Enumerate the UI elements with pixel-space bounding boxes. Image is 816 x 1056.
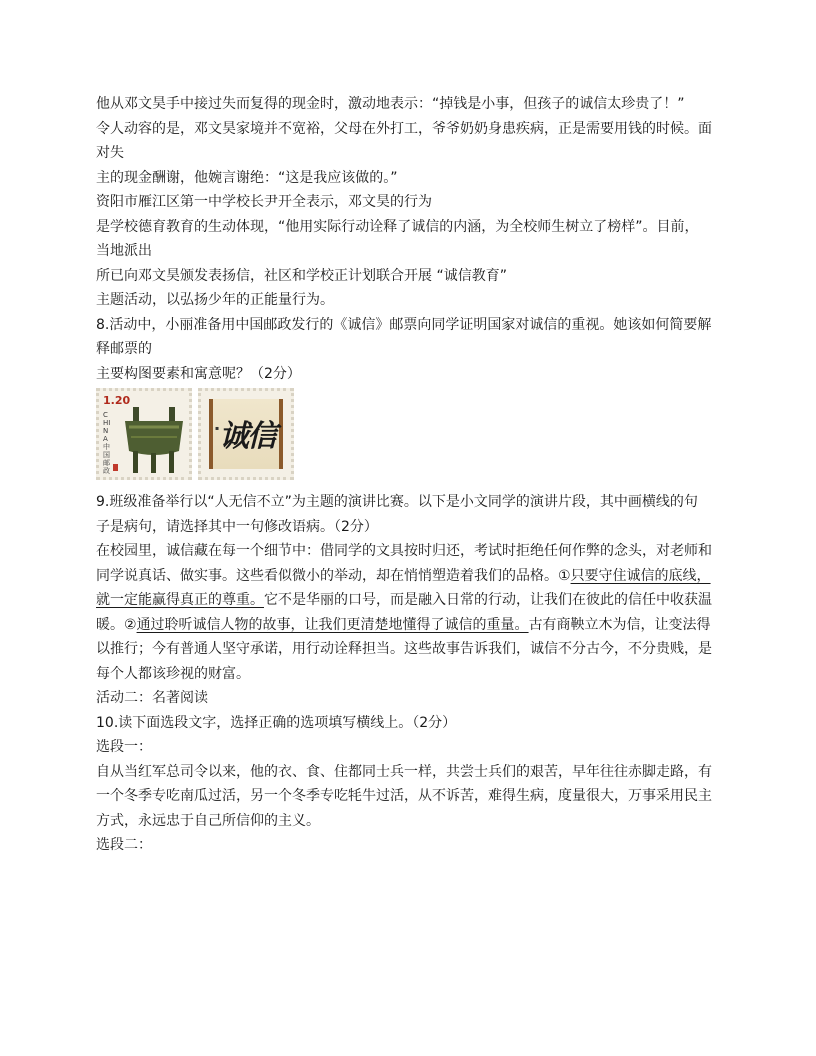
text-line: 主的现金酬谢，他婉言谢绝：“这是我应该做的。” bbox=[96, 169, 398, 186]
section-heading: 活动二：名著阅读 bbox=[96, 690, 208, 706]
ding-vessel-icon bbox=[119, 405, 189, 475]
speech-text: 在校园里，诚信藏在每一个细节中：借同学的文具按时归还，考试时拒绝任何作弊的念头，对老师和同学说真话、做实事。这些看似微小的举动，却在悄悄塑造着我们的品格。① bbox=[96, 543, 712, 584]
text-line: 主题活动，以弘扬少年的正能量行为。 bbox=[96, 292, 334, 308]
text-line: 令人动容的是，邓文昊家境并不宽裕，父母在外打工，爷爷奶奶身患疾病，正是需要用钱的时候。面 bbox=[96, 120, 712, 137]
text-line: 释邮票的 bbox=[96, 341, 152, 357]
text-line: 所已向邓文昊颁发表扬信，社区和学校正计划联合开展 “诚信教育” bbox=[96, 267, 507, 284]
text-line: 资阳市雁江区第一中学校长尹开全表示，邓文昊的行为 bbox=[96, 194, 432, 210]
excerpt-title: 选段一： bbox=[96, 739, 152, 755]
stamp-price: 1.20 bbox=[103, 394, 131, 407]
speech-paragraph bbox=[96, 539, 720, 686]
stamp-images bbox=[96, 388, 720, 484]
text-line: 子是病句，请选择其中一句修改语病。（2分） bbox=[96, 518, 378, 535]
excerpt-title: 选段二： bbox=[96, 837, 152, 853]
excerpt-text: 自从当红军总司令以来，他的衣、食、住都同士兵一样，共尝士兵们的艰苦，早年往往赤脚走路，有一个冬季专吃南瓜过活，另一个冬季专吃牦牛过活，从不诉苦，难得生病，度量很大，万事采用民主方式，永远忠于自己所信仰的主义。 bbox=[96, 763, 712, 829]
speech-text: 它不是华丽的口号，而是融入日常的行动，让我们在彼此的信任中收获温暖。② bbox=[96, 592, 712, 633]
text-line: 主要构图要素和寓意呢？（2分） bbox=[96, 365, 301, 382]
small-seal-icon: ▪ bbox=[215, 425, 220, 432]
question-10: 10.读下面选段文字，选择正确的选项填写横线上。（2分） bbox=[96, 714, 457, 731]
text-line: 当地派出 bbox=[96, 243, 152, 259]
stamp-country-label: CHINA 中国邮政 bbox=[103, 411, 111, 475]
question-9: 9.班级准备举行以“人无信不立”为主题的演讲比赛。以下是小文同学的演讲片段，其中画横线的句 bbox=[96, 494, 698, 510]
stamp-ding-vessel bbox=[96, 388, 192, 480]
text-line: 对失 bbox=[96, 145, 124, 161]
stamp-calligraphy bbox=[198, 388, 294, 480]
text-line: 他从邓文昊手中接过失而复得的现金时，激动地表示：“掉钱是小事，但孩子的诚信太珍贵了！” bbox=[96, 96, 685, 112]
calligraphy-text: 诚信 bbox=[219, 419, 275, 454]
text-line: 是学校德育教育的生动体现，“他用实际行动诠释了诚信的内涵，为全校师生树立了榜样”。目前， bbox=[96, 218, 699, 235]
speech-text: 古有商鞅立木为信，让变法得以推行；今有普通人坚守承诺，用行动诠释担当。这些故事告诉我们，诚信不分古今，不分贵贱，是每个人都该珍视的财富。 bbox=[96, 616, 712, 682]
underlined-sentence-1: 只要守住诚信的底线，就一定能赢得真正的尊重。 bbox=[96, 567, 711, 608]
stamp-seal-icon bbox=[113, 464, 118, 471]
underlined-sentence-2: 通过聆听诚信人物的故事，让我们更清楚地懂得了诚信的重量。 bbox=[136, 616, 529, 633]
question-8: 8.活动中，小丽准备用中国邮政发行的《诚信》邮票向同学证明国家对诚信的重视。她该如何简要解 bbox=[96, 316, 712, 333]
document-page bbox=[96, 92, 720, 858]
